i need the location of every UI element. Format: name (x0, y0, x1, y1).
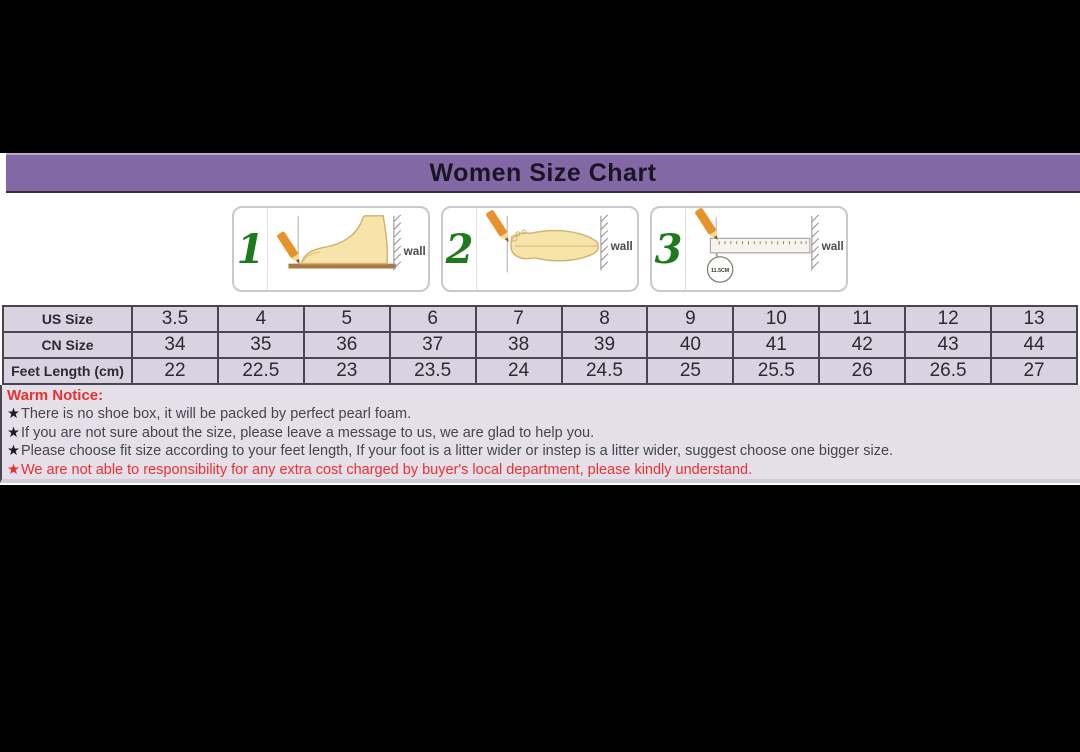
size-cell: 22.5 (218, 358, 304, 384)
instruction-panel-1 (232, 206, 430, 292)
size-cell: 37 (390, 332, 476, 358)
size-cell: 12 (905, 306, 991, 332)
wall-label-2: wall (610, 239, 633, 253)
size-chart-image (0, 153, 1080, 485)
size-cell: 36 (304, 332, 390, 358)
size-cell: 24.5 (562, 358, 648, 384)
measurement-instructions (0, 193, 1080, 305)
ruler-measurement-label: 11.5CM (711, 267, 730, 274)
star-icon: ★ (7, 443, 20, 460)
letterbox-bottom (0, 485, 1080, 752)
size-cell: 13 (991, 306, 1077, 332)
warm-notice (0, 385, 1080, 483)
notice-item (7, 405, 1080, 424)
size-cell: 35 (218, 332, 304, 358)
size-table-row (3, 306, 1077, 332)
size-cell: 5 (304, 306, 390, 332)
letterbox-top (0, 0, 1080, 153)
foot-side-measure-icon (268, 208, 428, 290)
instruction-panel-3 (650, 206, 848, 292)
size-cell: 40 (647, 332, 733, 358)
notice-text: There is no shoe box, it will be packed by perfect pearl foam. (21, 406, 412, 422)
notice-item (7, 461, 1080, 480)
size-cell: 10 (733, 306, 819, 332)
size-cell: 43 (905, 332, 991, 358)
step-number-2: 2 (443, 208, 477, 290)
size-cell: 25 (647, 358, 733, 384)
size-table (2, 305, 1078, 385)
instruction-panel-2 (441, 206, 639, 292)
wall-label-3: wall (821, 239, 844, 253)
step-number-1: 1 (234, 208, 268, 290)
size-cell: 8 (562, 306, 648, 332)
size-row-label: CN Size (3, 332, 132, 358)
size-cell: 39 (562, 332, 648, 358)
size-cell: 24 (476, 358, 562, 384)
size-cell: 27 (991, 358, 1077, 384)
wall-label-1: wall (403, 244, 426, 258)
size-row-label: US Size (3, 306, 132, 332)
size-cell: 3.5 (132, 306, 218, 332)
size-cell: 26 (819, 358, 905, 384)
size-table-body (3, 306, 1077, 384)
star-icon: ★ (7, 424, 20, 441)
star-icon: ★ (7, 461, 20, 478)
size-cell: 6 (390, 306, 476, 332)
size-cell: 25.5 (733, 358, 819, 384)
size-cell: 22 (132, 358, 218, 384)
foot-top-measure-icon (477, 208, 637, 290)
size-cell: 23.5 (390, 358, 476, 384)
warm-notice-heading: Warm Notice: (7, 387, 104, 404)
warm-notice-list (7, 405, 1080, 479)
size-row-label: Feet Length (cm) (3, 358, 132, 384)
size-cell: 41 (733, 332, 819, 358)
notice-text: Please choose fit size according to your feet length, If your foot is a litter wider or instep is a litter wider, suggest choose one bigger size. (21, 443, 894, 460)
size-cell: 4 (218, 306, 304, 332)
notice-text: We are not able to responsibility for any extra cost charged by buyer's local department, please kindly understand. (21, 461, 753, 478)
page-title: Women Size Chart (429, 158, 657, 187)
notice-item (7, 442, 1080, 461)
notice-item (7, 424, 1080, 443)
size-cell: 9 (647, 306, 733, 332)
size-cell: 42 (819, 332, 905, 358)
size-table-row (3, 358, 1077, 384)
step-number-3: 3 (652, 208, 686, 290)
size-cell: 26.5 (905, 358, 991, 384)
size-cell: 34 (132, 332, 218, 358)
size-cell: 23 (304, 358, 390, 384)
notice-text: If you are not sure about the size, please leave a message to us, we are glad to help you. (21, 424, 595, 441)
size-cell: 44 (991, 332, 1077, 358)
size-cell: 38 (476, 332, 562, 358)
size-cell: 11 (819, 306, 905, 332)
size-table-row (3, 332, 1077, 358)
title-band (6, 153, 1080, 193)
size-cell: 7 (476, 306, 562, 332)
star-icon: ★ (7, 406, 20, 422)
ruler-measure-icon (686, 208, 846, 290)
